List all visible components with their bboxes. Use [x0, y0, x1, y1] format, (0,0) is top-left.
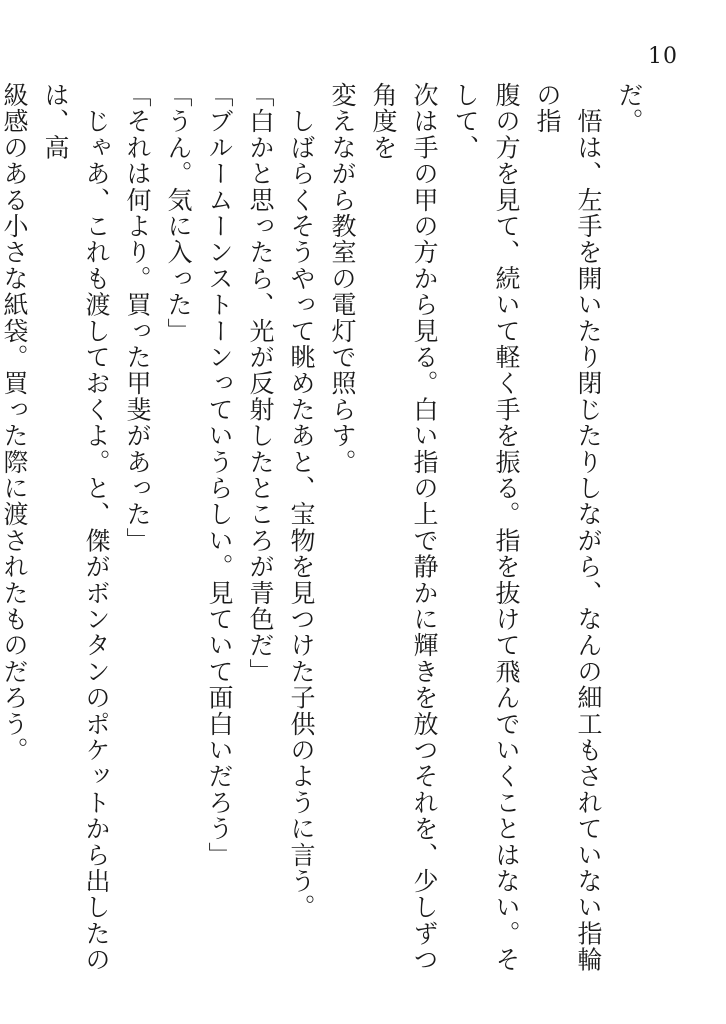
- text-line: 変えながら教室の電灯で照らす。: [328, 82, 357, 475]
- text-line: じゃあ、これも渡しておくよ。と、傑がボンタンのポケットから出したのは、高: [41, 82, 111, 973]
- text-line: 次は手の甲の方から見る。白い指の上で静かに輝きを放つそれを、少しずつ角度を: [369, 82, 439, 973]
- text-line: 悟は、左手を開いたり閉じたりしながら、なんの細工もされていない指輪の指: [533, 82, 603, 973]
- text-line: 「ブルームーンストーンっていうらしい。見ていて面白いだろう」: [205, 82, 234, 868]
- text-line: 「それは何より。買った甲斐があった」: [123, 82, 152, 554]
- text-line: 「うん。気に入った」: [164, 82, 193, 344]
- text-line: だ。: [615, 82, 644, 135]
- vertical-text-body: [0, 82, 650, 982]
- text-line: しばらくそうやって眺めたあと、宝物を見つけた子供のように言う。: [287, 82, 316, 921]
- text-line: 腹の方を見て、続いて軽く手を振る。指を抜けて飛んでいくことはない。そして、: [451, 82, 521, 973]
- text-line: 級感のある小さな紙袋。買った際に渡されたものだろう。: [0, 82, 29, 764]
- text-line: 「白かと思ったら、光が反射したところが青色だ」: [246, 82, 275, 685]
- page-number: 10: [648, 44, 678, 69]
